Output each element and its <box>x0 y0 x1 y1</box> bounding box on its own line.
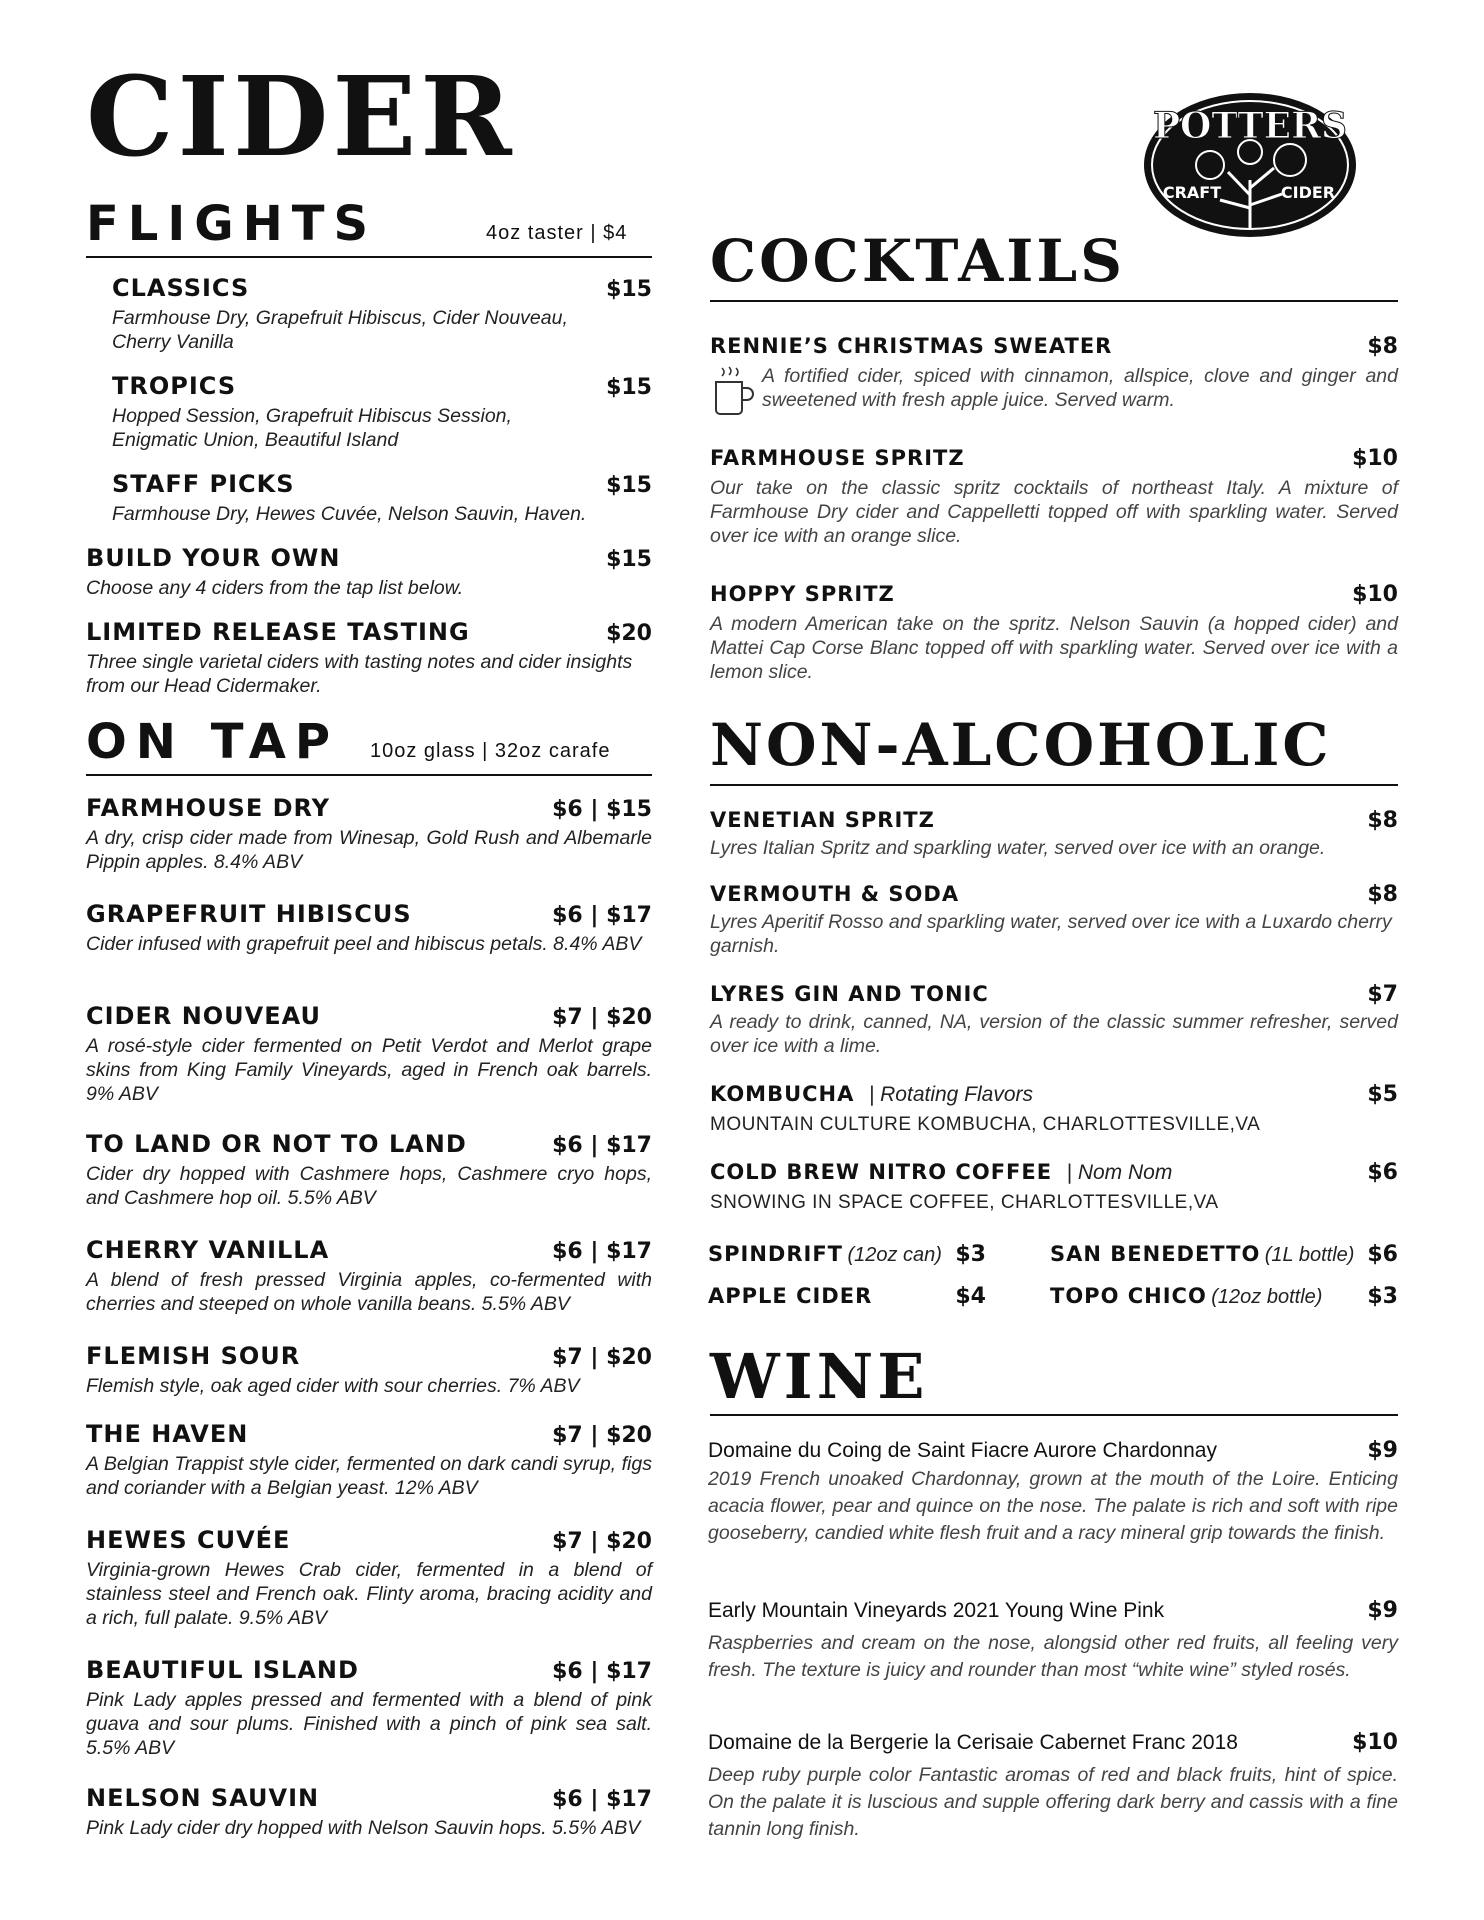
na-name: VENETIAN SPRITZ <box>710 808 935 832</box>
small-drink <box>708 1284 986 1309</box>
coffee-flavor: | Nom Nom <box>1066 1161 1173 1184</box>
on-tap-rule <box>86 774 652 776</box>
flight-item <box>86 618 652 646</box>
tap-name: GRAPEFRUIT HIBISCUS <box>86 900 412 928</box>
wine-price: $10 <box>1352 1730 1398 1755</box>
small-drink-price: $4 <box>955 1284 986 1309</box>
flight-name: BUILD YOUR OWN <box>86 544 341 572</box>
wine-desc: Raspberries and cream on the nose, alongsid other red fruits, all feeling very fresh. The texture is juicy and rounder than most “white wine” styled rosés. <box>708 1632 1398 1681</box>
small-drink <box>1050 1242 1398 1267</box>
flights-rule <box>86 256 652 258</box>
na-item <box>710 982 1398 1007</box>
wine-name: Early Mountain Vineyards 2021 Young Wine Pink <box>708 1599 1165 1622</box>
cocktail-item <box>710 582 1398 607</box>
tap-price: $6 | $17 <box>552 1133 652 1158</box>
small-drink-size: (12oz bottle) <box>1211 1286 1323 1308</box>
tap-item <box>86 1130 652 1158</box>
tap-price: $7 | $20 <box>552 1345 652 1370</box>
small-drink-price: $6 <box>1367 1242 1398 1267</box>
wine-desc: 2019 French unoaked Chardonnay, grown at the mouth of the Loire. Enticing acacia flower, pear and quince on the nose. The palate is rich and soft with ripe gooseberry, candied white flesh fruit and a racy mineral grip towards the finish. <box>708 1468 1398 1544</box>
non-alcoholic-rule <box>710 784 1398 786</box>
flight-price: $15 <box>606 473 652 498</box>
kombucha-flavor: | Rotating Flavors <box>868 1083 1034 1106</box>
na-item <box>710 882 1398 907</box>
kombucha-name: KOMBUCHA <box>710 1082 855 1106</box>
tap-name: BEAUTIFUL ISLAND <box>86 1656 359 1684</box>
tap-item <box>86 1656 652 1684</box>
wine-name: Domaine du Coing de Saint Fiacre Aurore Chardonnay <box>708 1439 1217 1462</box>
wine-price: $9 <box>1367 1598 1398 1623</box>
tap-item <box>86 1420 652 1448</box>
flight-desc: Hopped Session, Grapefruit Hibiscus Session, Enigmatic Union, Beautiful Island <box>112 405 512 451</box>
cocktail-item <box>710 446 1398 471</box>
small-drink <box>708 1242 986 1267</box>
flight-item <box>112 372 652 400</box>
tap-price: $7 | $20 <box>552 1529 652 1554</box>
tap-name: CHERRY VANILLA <box>86 1236 330 1264</box>
tap-item <box>86 1236 652 1264</box>
na-desc: Lyres Italian Spritz and sparkling water, served over ice with an orange. <box>710 837 1326 859</box>
flight-desc: Farmhouse Dry, Hewes Cuvée, Nelson Sauvin, Haven. <box>112 503 587 525</box>
tap-desc: Flemish style, oak aged cider with sour cherries. 7% ABV <box>86 1375 580 1397</box>
cocktail-name: FARMHOUSE SPRITZ <box>710 446 965 470</box>
small-drink-price: $3 <box>955 1242 986 1267</box>
na-price: $7 <box>1367 982 1398 1007</box>
tap-name: TO LAND OR NOT TO LAND <box>86 1130 467 1158</box>
potters-logo <box>1140 90 1360 240</box>
wine-item <box>708 1730 1398 1755</box>
wine-desc: Deep ruby purple color Fantastic aromas of red and black fruits, hint of spice. On the palate it is luscious and supple offering dark berry and cassis with a fine tannin long finish. <box>708 1764 1398 1840</box>
tap-price: $7 | $20 <box>552 1423 652 1448</box>
tap-item <box>86 794 652 822</box>
tap-desc: Pink Lady cider dry hopped with Nelson Sauvin hops. 5.5% ABV <box>86 1817 641 1839</box>
tap-desc: A blend of fresh pressed Virginia apples, co-fermented with cherries and steeped on whole vanilla beans. 5.5% ABV <box>86 1269 652 1315</box>
mug-icon <box>710 364 756 418</box>
tap-item <box>86 1002 652 1030</box>
logo-brand: POTTERS <box>1152 105 1348 147</box>
flight-name: CLASSICS <box>112 274 250 302</box>
tap-item <box>86 1784 652 1812</box>
cocktail-name: HOPPY SPRITZ <box>710 582 895 606</box>
small-drink-size: (1L bottle) <box>1264 1244 1355 1266</box>
wine-rule <box>710 1414 1398 1416</box>
wine-item <box>708 1598 1398 1623</box>
tap-item <box>86 1342 652 1370</box>
cocktail-name: RENNIE’S CHRISTMAS SWEATER <box>710 334 1113 358</box>
tap-price: $6 | $17 <box>552 1239 652 1264</box>
na-name: VERMOUTH & SODA <box>710 882 960 906</box>
on-tap-note: 10oz glass | 32oz carafe <box>370 740 611 762</box>
tap-name: THE HAVEN <box>86 1420 249 1448</box>
flight-name: STAFF PICKS <box>112 470 295 498</box>
flight-desc: Choose any 4 ciders from the tap list below. <box>86 577 464 599</box>
tap-desc: Pink Lady apples pressed and fermented with a blend of pink guava and sour plums. Finished with a pinch of pink sea salt. 5.5% ABV <box>86 1689 652 1759</box>
on-tap-heading: ON TAP <box>86 714 340 770</box>
coffee-sub: SNOWING IN SPACE COFFEE, CHARLOTTESVILLE,VA <box>710 1192 1219 1213</box>
tap-price: $6 | $15 <box>552 797 652 822</box>
flight-price: $15 <box>606 375 652 400</box>
coffee-price: $6 <box>1367 1160 1398 1185</box>
wine-price: $9 <box>1367 1438 1398 1463</box>
cocktail-desc: A fortified cider, spiced with cinnamon, allspice, clove and ginger and sweetened with fresh apple juice. Served warm. <box>762 365 1398 411</box>
flight-item <box>86 544 652 572</box>
small-drink-name: SPINDRIFT <box>708 1242 843 1266</box>
tap-price: $7 | $20 <box>552 1005 652 1030</box>
small-drink-size: (12oz can) <box>847 1244 942 1266</box>
tap-price: $6 | $17 <box>552 1787 652 1812</box>
flights-heading: FLIGHTS <box>86 196 378 252</box>
cocktail-price: $10 <box>1352 582 1398 607</box>
kombucha-sub: MOUNTAIN CULTURE KOMBUCHA, CHARLOTTESVILLE,VA <box>710 1114 1261 1135</box>
flight-item <box>112 470 652 498</box>
na-price: $8 <box>1367 882 1398 907</box>
wine-name: Domaine de la Bergerie la Cerisaie Cabernet Franc 2018 <box>708 1731 1238 1754</box>
flights-note: 4oz taster | $4 <box>486 222 628 244</box>
small-drink-price: $3 <box>1367 1284 1398 1309</box>
flight-desc: Farmhouse Dry, Grapefruit Hibiscus, Cider Nouveau, Cherry Vanilla <box>112 307 568 353</box>
tap-price: $6 | $17 <box>552 903 652 928</box>
cocktail-price: $10 <box>1352 446 1398 471</box>
non-alcoholic-heading: NON-ALCOHOLIC <box>710 711 1332 779</box>
flight-name: TROPICS <box>112 372 237 400</box>
flight-price: $20 <box>606 621 652 646</box>
na-item <box>710 808 1398 833</box>
small-drink-name: SAN BENEDETTO <box>1050 1242 1261 1266</box>
tap-name: HEWES CUVÉE <box>86 1526 291 1554</box>
wine-item <box>708 1438 1398 1463</box>
flight-price: $15 <box>606 547 652 572</box>
cocktail-desc: Our take on the classic spritz cocktails of northeast Italy. A mixture of Farmhouse Dry cider and Cappelletti topped off with sparkling water. Served over ice with an orange slice. <box>710 477 1398 547</box>
small-drink-name: TOPO CHICO <box>1050 1284 1207 1308</box>
tap-desc: A dry, crisp cider made from Winesap, Gold Rush and Albemarle Pippin apples. 8.4% ABV <box>86 827 652 873</box>
tap-name: FLEMISH SOUR <box>86 1342 301 1370</box>
na-desc: Lyres Aperitif Rosso and sparkling water, served over ice with a Luxardo cherry garnish. <box>710 911 1392 957</box>
wine-heading: WINE <box>710 1340 929 1413</box>
tap-desc: Virginia-grown Hewes Crab cider, fermented in a blend of stainless steel and French oak. Flinty aroma, bracing acidity and a rich, full palate. 9.5% ABV <box>86 1559 652 1629</box>
flight-item <box>112 274 652 302</box>
coffee-name: COLD BREW NITRO COFFEE <box>710 1160 1053 1184</box>
tap-name: CIDER NOUVEAU <box>86 1002 321 1030</box>
logo-left-word: CRAFT <box>1162 183 1222 202</box>
small-drink <box>1050 1284 1398 1309</box>
small-drink-name: APPLE CIDER <box>708 1284 873 1308</box>
page-title: CIDER <box>86 52 516 181</box>
flight-desc: Three single varietal ciders with tasting notes and cider insights from our Head Cidermaker. <box>86 651 633 697</box>
tap-desc: Cider dry hopped with Cashmere hops, Cashmere cryo hops, and Cashmere hop oil. 5.5% ABV <box>86 1163 652 1209</box>
tap-item <box>86 900 652 928</box>
tap-desc: Cider infused with grapefruit peel and hibiscus petals. 8.4% ABV <box>86 933 642 955</box>
tap-desc: A rosé-style cider fermented on Petit Verdot and Merlot grape skins from King Family Vineyards, aged in French oak barrels. 9% ABV <box>86 1035 652 1105</box>
kombucha-price: $5 <box>1367 1082 1398 1107</box>
tap-item <box>86 1526 652 1554</box>
cocktail-item <box>710 334 1398 359</box>
cocktail-price: $8 <box>1367 334 1398 359</box>
na-desc: A ready to drink, canned, NA, version of the classic summer refresher, served over ice with a lime. <box>710 1011 1398 1057</box>
cocktail-desc: A modern American take on the spritz. Nelson Sauvin (a hopped cider) and Mattei Cap Corse Blanc topped off with sparkling water. Served over ice with a lemon slice. <box>710 613 1398 683</box>
tap-price: $6 | $17 <box>552 1659 652 1684</box>
cocktails-heading: COCKTAILS <box>710 227 1126 295</box>
na-price: $8 <box>1367 808 1398 833</box>
na-name: LYRES GIN AND TONIC <box>710 982 989 1006</box>
coffee-item <box>710 1160 1398 1185</box>
tap-name: NELSON SAUVIN <box>86 1784 320 1812</box>
cocktails-rule <box>710 300 1398 302</box>
flight-name: LIMITED RELEASE TASTING <box>86 618 470 646</box>
flight-price: $15 <box>606 277 652 302</box>
tap-desc: A Belgian Trappist style cider, fermented on dark candi syrup, figs and coriander with a Belgian yeast. 12% ABV <box>86 1453 652 1499</box>
tap-name: FARMHOUSE DRY <box>86 794 331 822</box>
kombucha-item <box>710 1082 1398 1107</box>
logo-right-word: CIDER <box>1280 183 1336 202</box>
